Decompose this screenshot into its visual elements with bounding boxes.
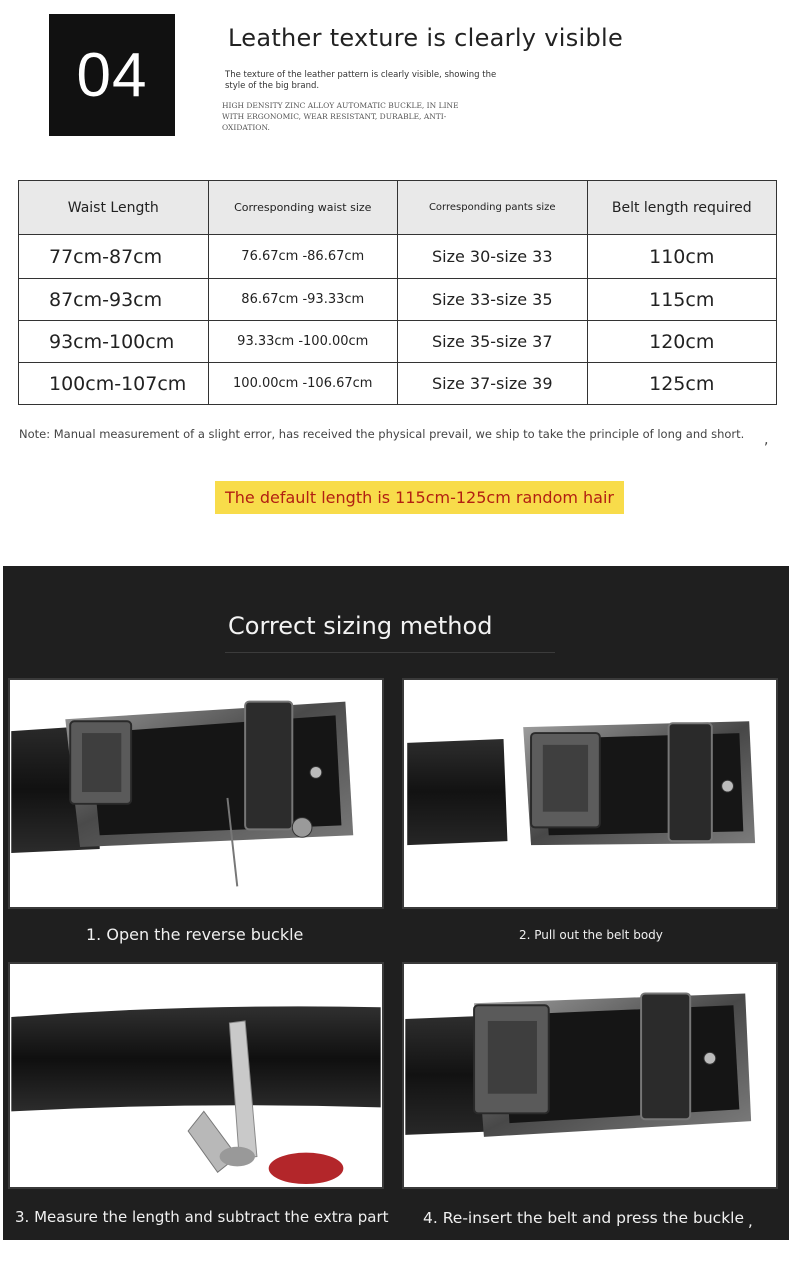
cell-waist-size: 93.33cm -100.00cm [208,321,398,363]
section-number: 04 [76,40,148,110]
step-1-image [8,678,384,909]
table-row [19,235,777,279]
buckle-closed-icon [404,964,776,1187]
step-2-image [402,678,778,909]
header-waist-length: Waist Length [19,181,209,235]
belt-pulled-icon [404,680,776,907]
section-number-badge [49,14,175,136]
step-4-caption: 4. Re-insert the belt and press the buckle [423,1209,745,1227]
cell-waist-length: 93cm-100cm [19,321,209,363]
header-waist-size: Corresponding waist size [208,181,398,235]
cell-belt-length: 115cm [587,279,777,321]
cell-waist-size: 76.67cm -86.67cm [208,235,398,279]
cell-pants-size: Size 30-size 33 [398,235,588,279]
cell-belt-length: 125cm [587,363,777,405]
scissors-icon [10,964,382,1187]
step-1-caption: 1. Open the reverse buckle [86,925,304,944]
default-length-text: The default length is 115cm-125cm random hair [225,488,614,507]
size-chart-table [18,180,777,405]
table-row [19,279,777,321]
note-tail: , [764,432,769,448]
cell-belt-length: 110cm [587,235,777,279]
cell-waist-length: 77cm-87cm [19,235,209,279]
cell-waist-length: 87cm-93cm [19,279,209,321]
table-row [19,321,777,363]
step-3-image [8,962,384,1189]
step-2-caption: 2. Pull out the belt body [519,928,663,942]
caption-tail: , [748,1212,753,1230]
sizing-title: Correct sizing method [228,612,493,640]
cell-pants-size: Size 35-size 37 [398,321,588,363]
cell-pants-size: Size 37-size 39 [398,363,588,405]
title-divider [225,652,555,653]
buckle-open-icon [10,680,382,907]
table-row [19,363,777,405]
section-description: The texture of the leather pattern is clearly visible, showing the style of the big brand. [225,70,497,91]
measurement-note: Note: Manual measurement of a slight error, has received the physical prevail, we ship to take the principle of long and short. [19,427,745,441]
cell-waist-size: 100.00cm -106.67cm [208,363,398,405]
table-header-row [19,181,777,235]
cell-pants-size: Size 33-size 35 [398,279,588,321]
cell-waist-size: 86.67cm -93.33cm [208,279,398,321]
cell-waist-length: 100cm-107cm [19,363,209,405]
default-length-badge [215,481,624,514]
feature-list-text: HIGH DENSITY ZINC ALLOY AUTOMATIC BUCKLE, IN LINE WITH ERGONOMIC, WEAR RESISTANT, DURABLE, ANTI-OXIDATION. [222,101,459,132]
header-belt-length: Belt length required [587,181,777,235]
step-3-caption: 3. Measure the length and subtract the extra part [15,1208,389,1226]
cell-belt-length: 120cm [587,321,777,363]
section-headline: Leather texture is clearly visible [228,24,624,52]
header-pants-size: Corresponding pants size [398,181,588,235]
step-4-image [402,962,778,1189]
